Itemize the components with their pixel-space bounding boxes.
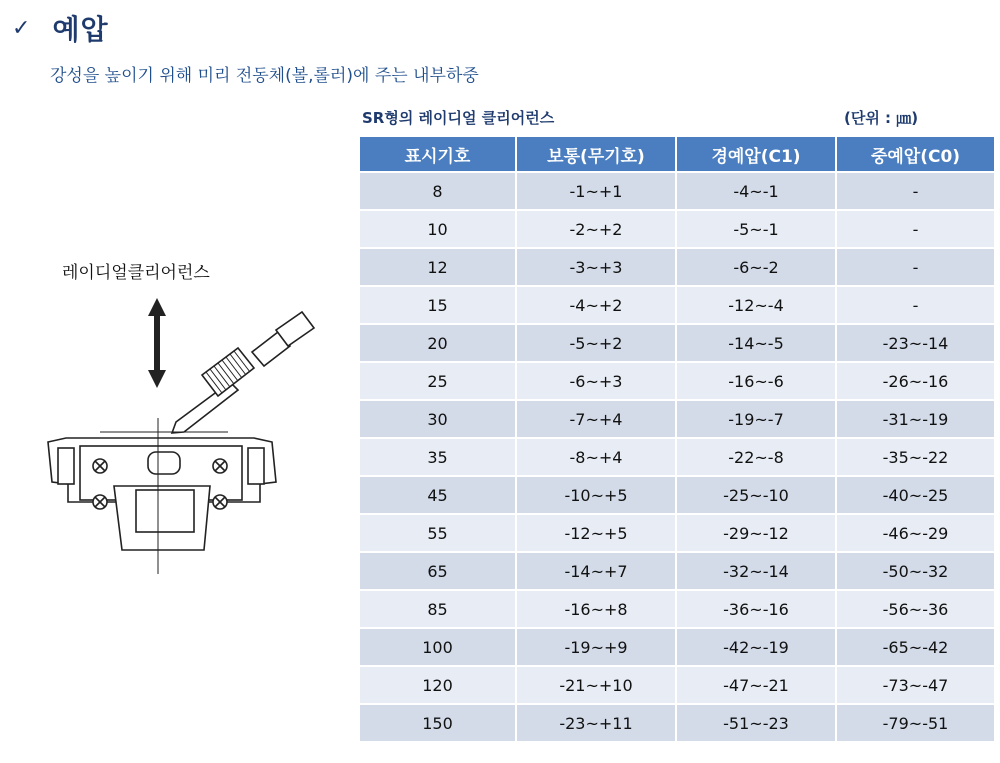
table-row	[360, 553, 994, 589]
cell-normal: -12~+5	[517, 515, 675, 551]
cell-symbol: 55	[360, 515, 515, 551]
cell-symbol: 30	[360, 401, 515, 437]
table-row	[360, 667, 994, 703]
table-unit: (단위 : ㎛)	[844, 109, 919, 127]
header-light-preload: 경예압(C1)	[677, 137, 835, 171]
cell-medium-preload: -	[837, 287, 994, 323]
cell-symbol: 8	[360, 173, 515, 209]
table-row	[360, 515, 994, 551]
header-medium-preload: 중예압(C0)	[837, 137, 994, 171]
table-row	[360, 591, 994, 627]
cell-medium-preload: -50~-32	[837, 553, 994, 589]
cell-symbol: 35	[360, 439, 515, 475]
cell-light-preload: -16~-6	[677, 363, 835, 399]
table-caption	[362, 107, 992, 129]
cell-light-preload: -6~-2	[677, 249, 835, 285]
cell-light-preload: -32~-14	[677, 553, 835, 589]
section-title: 예압	[52, 13, 109, 46]
cell-normal: -3~+3	[517, 249, 675, 285]
cell-symbol: 45	[360, 477, 515, 513]
table-row	[360, 629, 994, 665]
cell-symbol: 65	[360, 553, 515, 589]
table-title: SR형의 레이디얼 클리어런스	[362, 109, 555, 127]
cell-light-preload: -4~-1	[677, 173, 835, 209]
cell-medium-preload: -40~-25	[837, 477, 994, 513]
preload-diagram	[40, 290, 340, 580]
section-heading	[12, 8, 109, 48]
cell-medium-preload: -23~-14	[837, 325, 994, 361]
table-row	[360, 439, 994, 475]
cell-medium-preload: -56~-36	[837, 591, 994, 627]
cell-medium-preload: -31~-19	[837, 401, 994, 437]
cell-medium-preload: -35~-22	[837, 439, 994, 475]
table-row	[360, 705, 994, 741]
cell-light-preload: -25~-10	[677, 477, 835, 513]
cell-normal: -8~+4	[517, 439, 675, 475]
radial-clearance-arrow-icon	[148, 298, 166, 388]
cell-medium-preload: -79~-51	[837, 705, 994, 741]
cell-medium-preload: -	[837, 173, 994, 209]
cell-symbol: 12	[360, 249, 515, 285]
cell-light-preload: -14~-5	[677, 325, 835, 361]
table-row	[360, 363, 994, 399]
cell-normal: -16~+8	[517, 591, 675, 627]
cell-normal: -14~+7	[517, 553, 675, 589]
cell-medium-preload: -26~-16	[837, 363, 994, 399]
cell-light-preload: -19~-7	[677, 401, 835, 437]
cell-symbol: 150	[360, 705, 515, 741]
table-header-row	[360, 137, 994, 171]
cell-symbol: 10	[360, 211, 515, 247]
cell-medium-preload: -	[837, 249, 994, 285]
cell-symbol: 15	[360, 287, 515, 323]
cell-normal: -1~+1	[517, 173, 675, 209]
table-row	[360, 287, 994, 323]
cell-symbol: 120	[360, 667, 515, 703]
cell-normal: -5~+2	[517, 325, 675, 361]
cell-medium-preload: -46~-29	[837, 515, 994, 551]
cell-normal: -23~+11	[517, 705, 675, 741]
table-row	[360, 249, 994, 285]
cell-normal: -6~+3	[517, 363, 675, 399]
cell-light-preload: -36~-16	[677, 591, 835, 627]
cell-normal: -2~+2	[517, 211, 675, 247]
radial-clearance-table	[358, 135, 996, 743]
cell-symbol: 100	[360, 629, 515, 665]
cell-medium-preload: -65~-42	[837, 629, 994, 665]
cell-symbol: 85	[360, 591, 515, 627]
header-symbol: 표시기호	[360, 137, 515, 171]
cell-light-preload: -47~-21	[677, 667, 835, 703]
cell-light-preload: -22~-8	[677, 439, 835, 475]
cell-light-preload: -42~-19	[677, 629, 835, 665]
section-description: 강성을 높이기 위해 미리 전동체(볼,롤러)에 주는 내부하중	[50, 66, 479, 86]
cell-light-preload: -29~-12	[677, 515, 835, 551]
cell-symbol: 20	[360, 325, 515, 361]
cell-medium-preload: -73~-47	[837, 667, 994, 703]
table-row	[360, 477, 994, 513]
checkmark-icon: ✓	[12, 15, 31, 41]
cell-medium-preload: -	[837, 211, 994, 247]
cell-normal: -21~+10	[517, 667, 675, 703]
cell-symbol: 25	[360, 363, 515, 399]
cell-normal: -10~+5	[517, 477, 675, 513]
table-body	[360, 173, 994, 741]
guide-block-icon	[48, 418, 276, 574]
cell-light-preload: -5~-1	[677, 211, 835, 247]
table-row	[360, 173, 994, 209]
table-row	[360, 211, 994, 247]
table-row	[360, 401, 994, 437]
cell-light-preload: -12~-4	[677, 287, 835, 323]
cell-normal: -7~+4	[517, 401, 675, 437]
table-row	[360, 325, 994, 361]
cell-normal: -19~+9	[517, 629, 675, 665]
diagram-label: 레이디얼클리어런스	[62, 263, 210, 283]
cell-light-preload: -51~-23	[677, 705, 835, 741]
dial-gauge-icon	[172, 312, 314, 433]
cell-normal: -4~+2	[517, 287, 675, 323]
header-normal: 보통(무기호)	[517, 137, 675, 171]
